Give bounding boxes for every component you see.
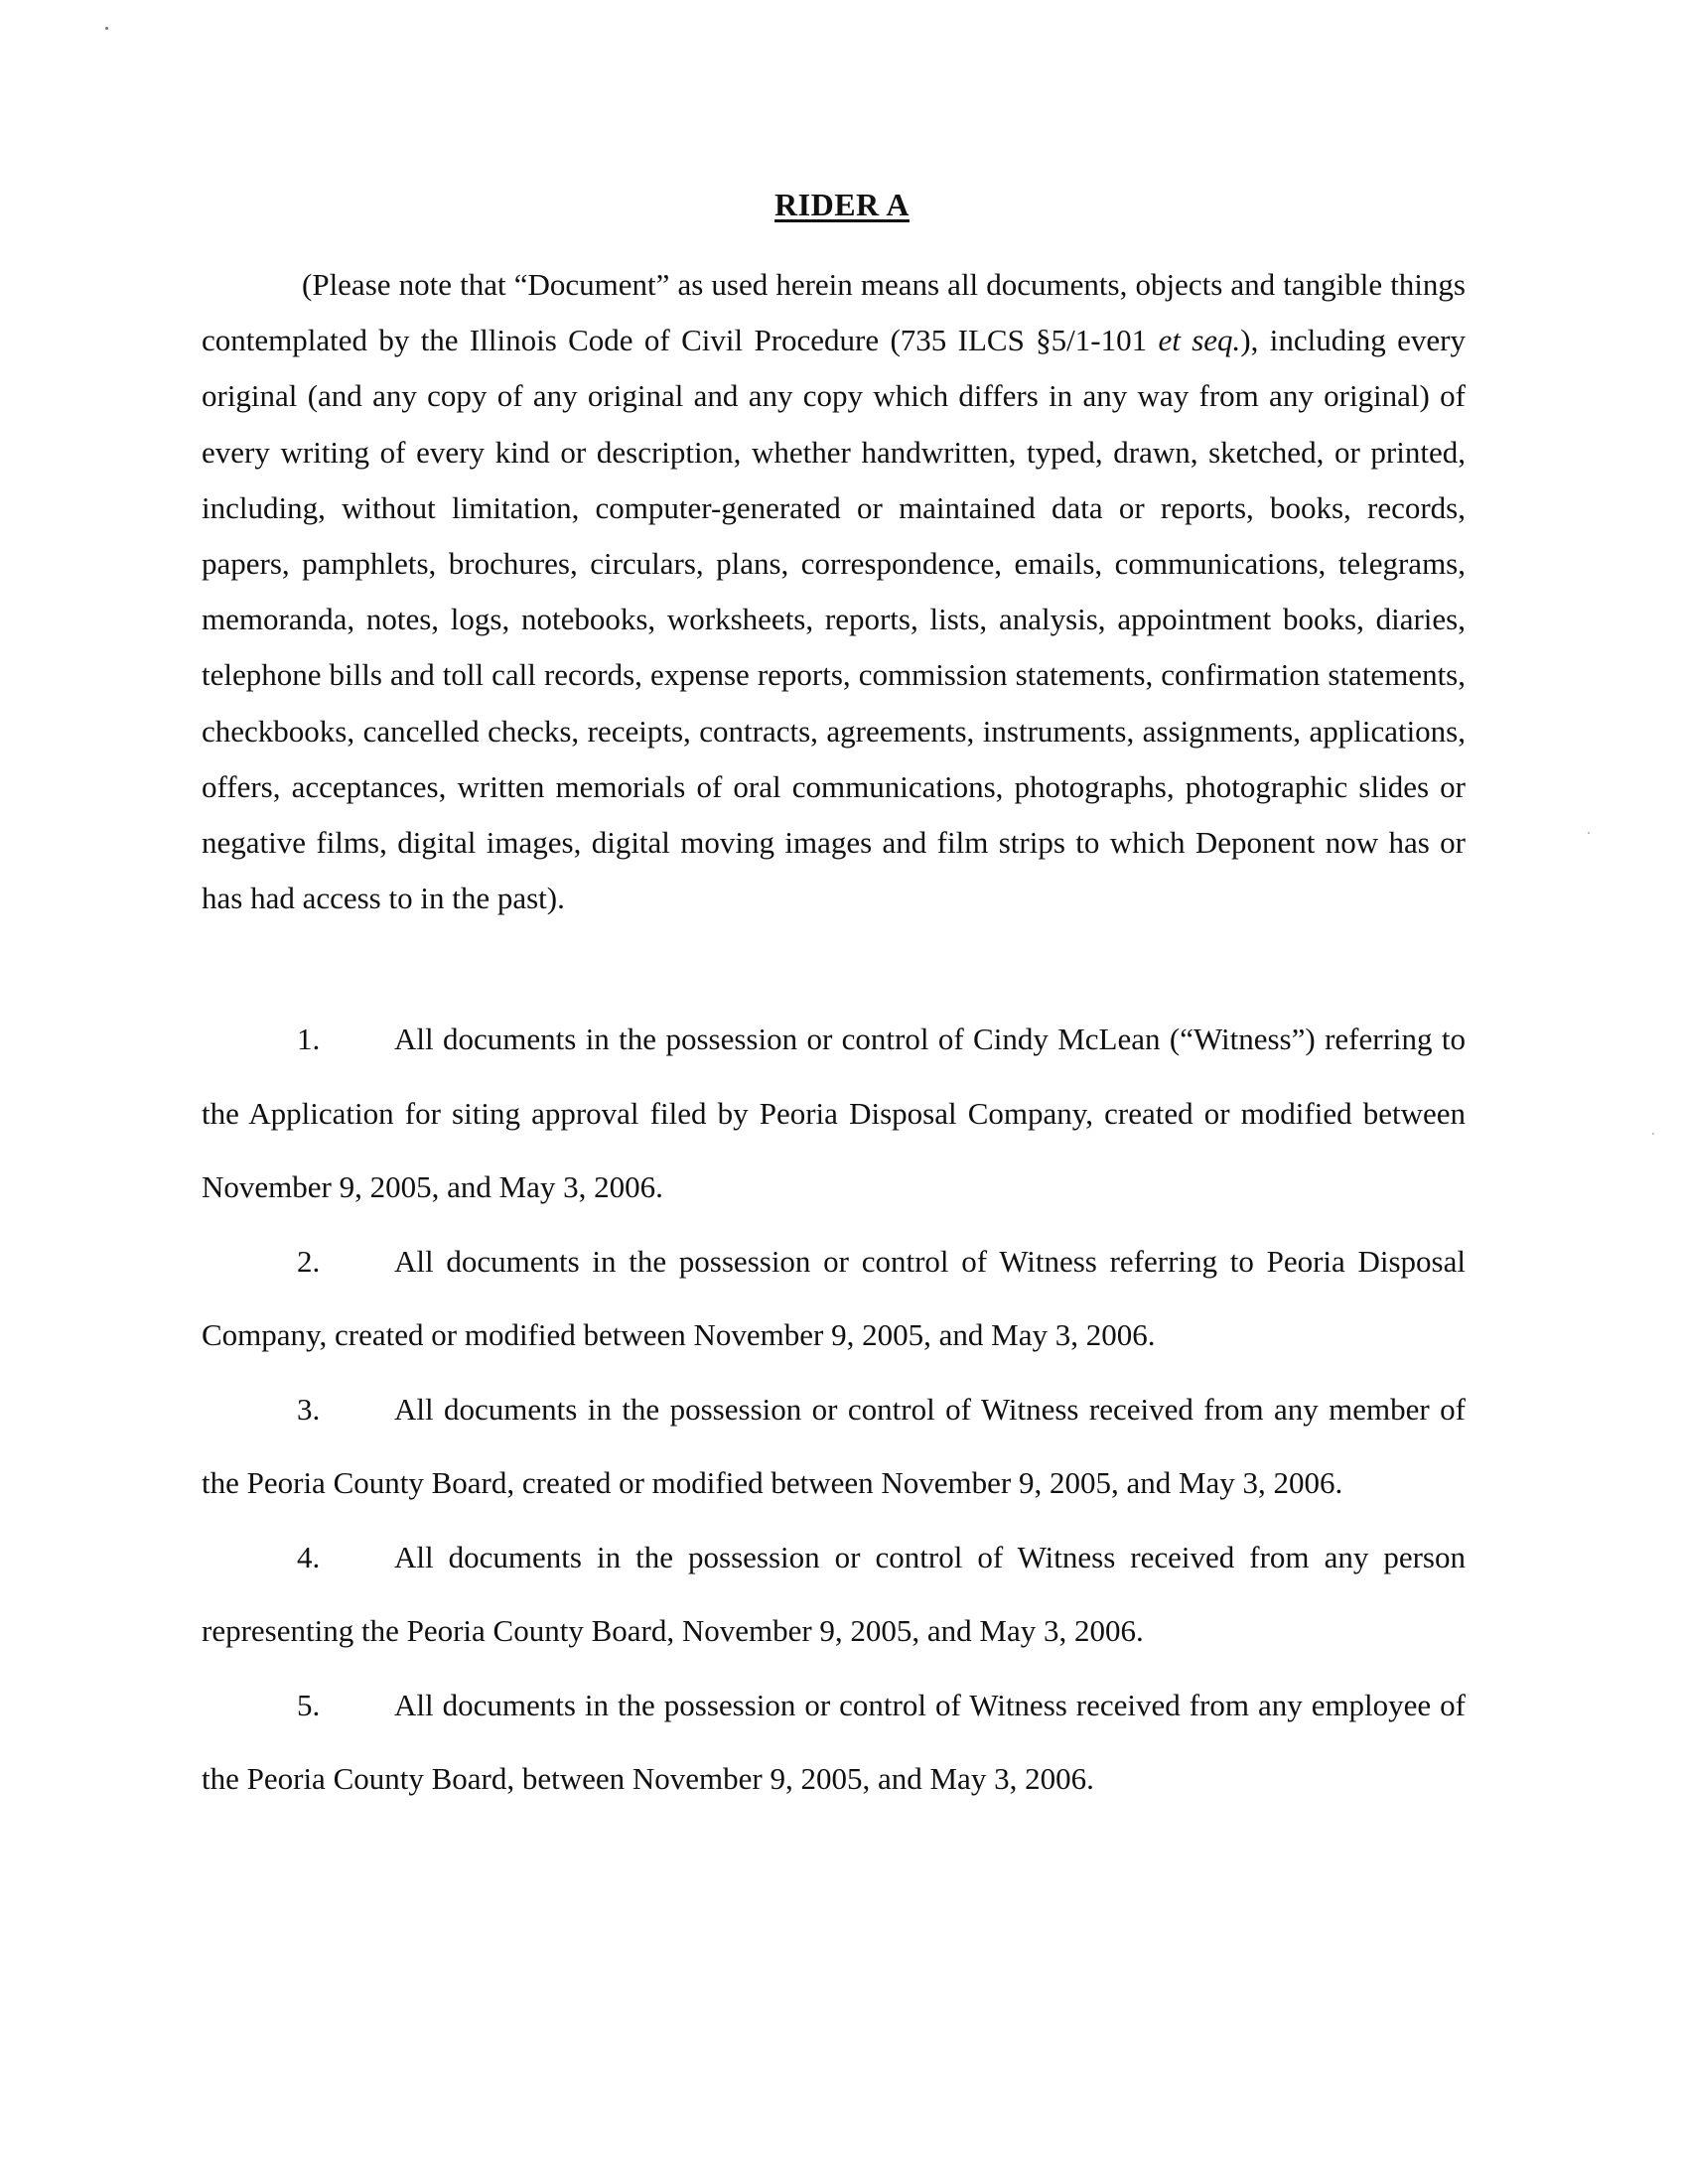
request-text: All documents in the possession or control of Witness referring to Peoria Disposal Company, created or modified between November 9, 2005, and May 3, 2006. bbox=[202, 1243, 1466, 1352]
request-number: 1. bbox=[297, 1022, 321, 1056]
request-number: 3. bbox=[297, 1391, 321, 1427]
request-text: All documents in the possession or control of Witness received from any person representing the Peoria County Board, November 9, 2005, and May 3, 2006. bbox=[202, 1539, 1466, 1648]
request-text: All documents in the possession or control of Witness received from any employee of the Peoria County Board, between November 9, 2005, and May 3, 2006. bbox=[202, 1687, 1466, 1796]
request-item bbox=[202, 1373, 1466, 1521]
request-item bbox=[202, 1669, 1466, 1817]
request-item bbox=[202, 1225, 1466, 1373]
request-number: 4. bbox=[297, 1539, 321, 1574]
document-definition-paragraph bbox=[202, 257, 1466, 926]
request-text: All documents in the possession or control of Witness received from any member of the Peoria County Board, created or modified between November 9, 2005, and May 3, 2006. bbox=[202, 1391, 1466, 1500]
request-number: 5. bbox=[297, 1687, 321, 1722]
document-title: RIDER A bbox=[774, 187, 910, 222]
definition-text-italic: et seq. bbox=[1158, 323, 1241, 358]
numbered-request-list bbox=[202, 1003, 1466, 1817]
definition-text-lead: (Please note that “Document” as used herein means all documents, objects and tangible things contemplated by the Illinois Code of Civil Procedure (735 ILCS §5/1-101 bbox=[202, 267, 1466, 358]
request-text: All documents in the possession or control of Cindy McLean (“Witness”) referring to the Application for siting approval filed by Peoria Disposal Company, created or modified between November 9, 2005, and May 3, 2006. bbox=[202, 1022, 1466, 1204]
scan-speck bbox=[105, 27, 108, 30]
definition-text-tail: ), including every original (and any copy of any original and any copy which differs in any way from any original) of every writing of every kind or description, whether handwritten, typed, drawn, sketched, or printed, including, without limitation, computer-generated or maintained data or reports, books, records, papers, pamphlets, brochures, circulars, plans, correspondence, emails, communications, telegrams, memoranda, notes, logs, notebooks, worksheets, reports, lists, analysis, appointment books, diaries, telephone bills and toll call records, expense reports, commission statements, confirmation statements, checkbooks, cancelled checks, receipts, contracts, agreements, instruments, assignments, applications, offers, acceptances, written memorials of oral communications, photographs, photographic slides or negative films, digital images, digital moving images and film strips to which Deponent now has or has had access to in the past). bbox=[202, 323, 1467, 916]
request-item bbox=[202, 1003, 1466, 1225]
scan-speck bbox=[1652, 1133, 1654, 1135]
request-item bbox=[202, 1521, 1466, 1669]
scan-speck bbox=[1588, 832, 1590, 834]
request-number: 2. bbox=[297, 1243, 321, 1279]
